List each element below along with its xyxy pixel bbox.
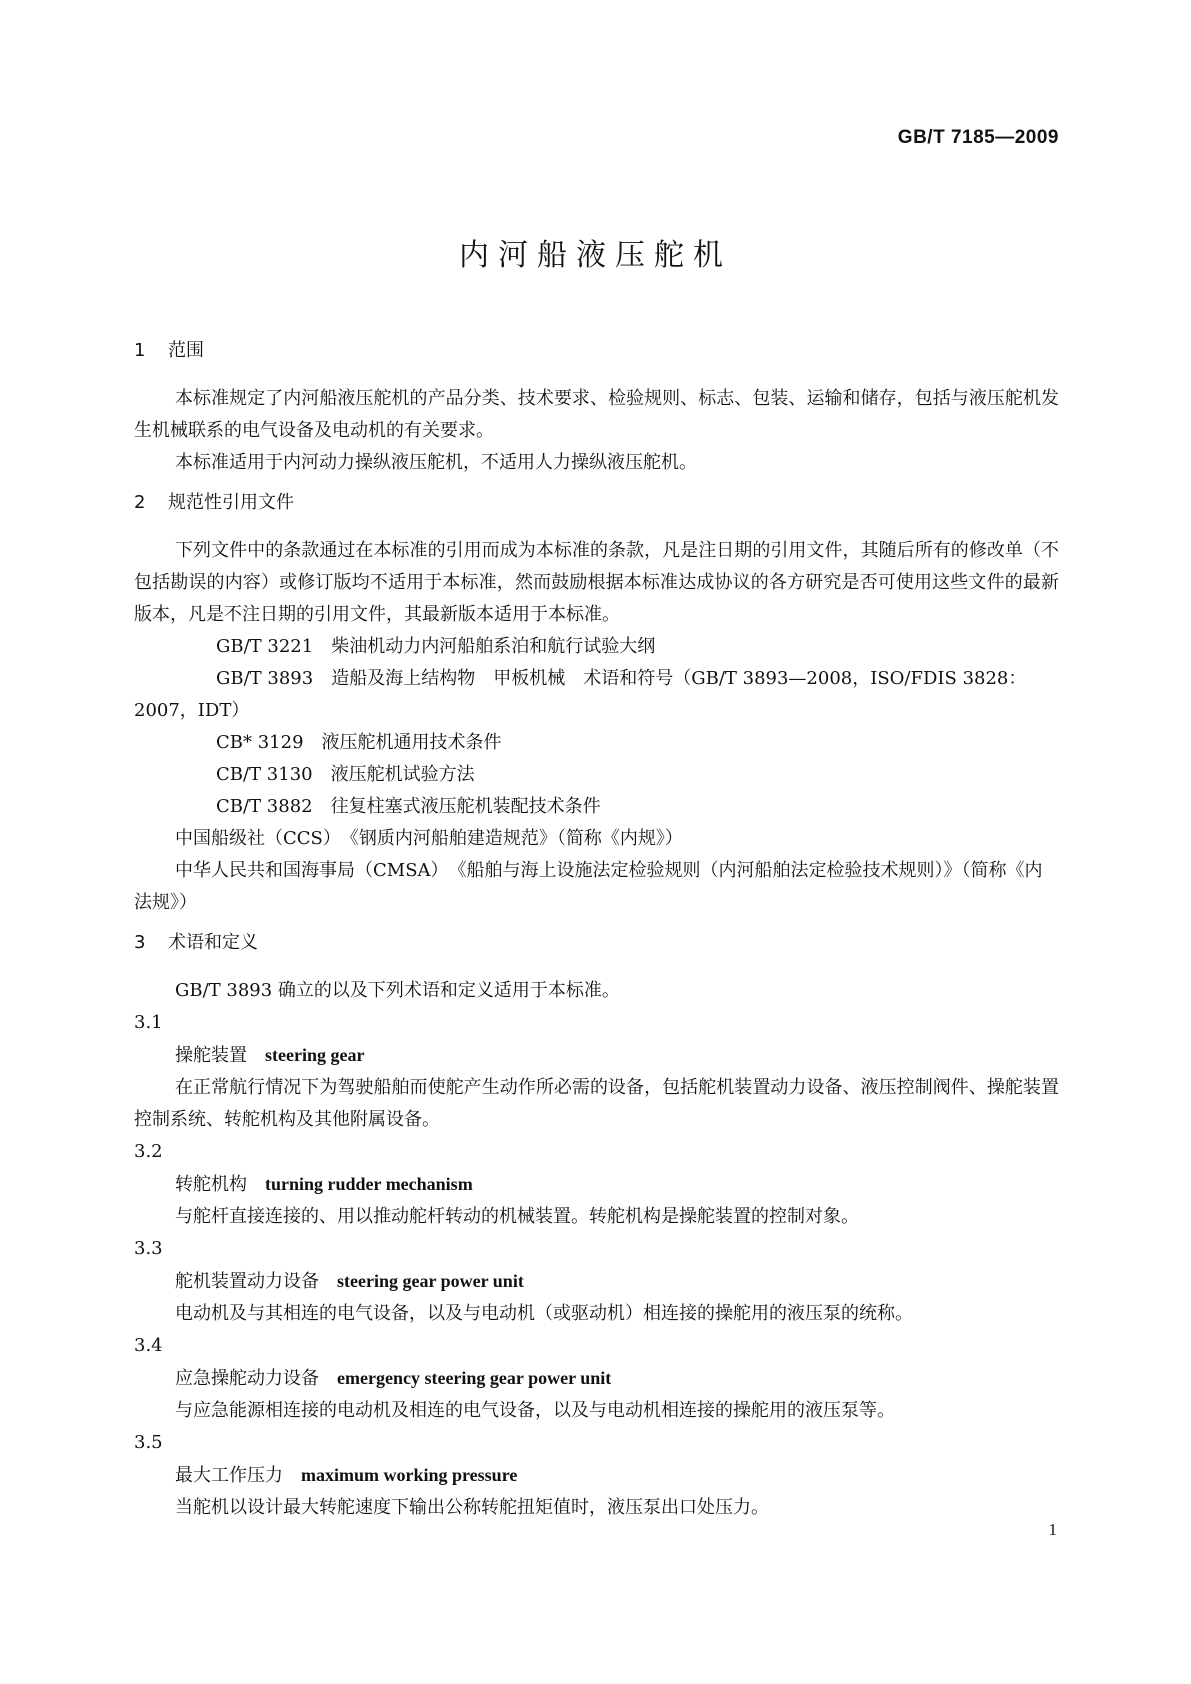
term-definition: 在正常航行情况下为驾驶船舶而使舵产生动作所必需的设备，包括舵机装置动力设备、液压控制阀件、操舵装置控制系统、转舵机构及其他附属设备。 [134, 1077, 1059, 1130]
paragraph: GB/T 3893 确立的以及下列术语和定义适用于本标准。 [175, 980, 620, 1001]
document-body [134, 337, 1059, 1524]
term-number: 3.4 [134, 1335, 163, 1356]
term-en: steering gear power unit [337, 1271, 524, 1291]
reference-title: 液压舵机通用技术条件 [321, 732, 502, 753]
section-1-heading [134, 337, 1059, 365]
standard-code: GB/T 7185—2009 [897, 127, 1059, 148]
reference-item [134, 823, 1059, 855]
reference-item [134, 791, 1059, 823]
reference-title: 造船及海上结构物 甲板机械 术语和符号（GB/T 3893—2008，ISO/FDIS 3828：2007，IDT） [134, 668, 1027, 721]
paragraph: 下列文件中的条款通过在本标准的引用而成为本标准的条款，凡是注日期的引用文件，其随后所有的修改单（不包括勘误的内容）或修订版均不适用于本标准，然而鼓励根据本标准达成协议的各方研究是否可使用这些文件的最新版本，凡是不注日期的引用文件，其最新版本适用于本标准。 [134, 540, 1059, 625]
term-cn: 操舵装置 [175, 1045, 247, 1066]
term-cn: 舵机装置动力设备 [175, 1271, 319, 1292]
paragraph: 本标准规定了内河船液压舵机的产品分类、技术要求、检验规则、标志、包装、运输和储存，包括与液压舵机发生机械联系的电气设备及电动机的有关要求。 [134, 388, 1059, 441]
reference-item [134, 855, 1059, 919]
reference-item [134, 727, 1059, 759]
section-number: 2 [134, 492, 146, 513]
term-definition: 与舵杆直接连接的、用以推动舵杆转动的机械装置。转舵机构是操舵装置的控制对象。 [175, 1206, 859, 1227]
section-number: 3 [134, 932, 146, 953]
term-definition: 电动机及与其相连的电气设备，以及与电动机（或驱动机）相连接的操舵用的液压泵的统称。 [175, 1303, 913, 1324]
term-number: 3.2 [134, 1141, 163, 1162]
reference-title: 《钢质内河船舶建造规范》（简称《内规》） [349, 828, 683, 849]
term-heading [134, 1039, 1059, 1072]
term-heading [134, 1459, 1059, 1492]
page-number: 1 [1048, 1520, 1057, 1539]
section-title: 范围 [168, 340, 204, 361]
term-number: 3.1 [134, 1012, 163, 1033]
reference-code: CB* 3129 [216, 732, 304, 753]
section-2-heading [134, 489, 1059, 517]
term-en: turning rudder mechanism [265, 1174, 473, 1194]
reference-code: GB/T 3221 [216, 636, 314, 657]
reference-title: 往复柱塞式液压舵机装配技术条件 [330, 796, 601, 817]
term-heading [134, 1265, 1059, 1298]
term-definition: 当舵机以设计最大转舵速度下输出公称转舵扭矩值时，液压泵出口处压力。 [175, 1497, 769, 1518]
section-title: 规范性引用文件 [168, 492, 294, 513]
reference-code: CB/T 3882 [216, 796, 313, 817]
reference-title: 《船舶与海上设施法定检验规则（内河船舶法定检验技术规则）》（简称《内法规》） [134, 860, 1043, 913]
reference-title: 柴油机动力内河船舶系泊和航行试验大纲 [331, 636, 656, 657]
reference-code: 中华人民共和国海事局（CMSA） [175, 860, 440, 881]
reference-item [134, 663, 1059, 727]
section-3-heading [134, 929, 1059, 957]
section-title: 术语和定义 [168, 932, 258, 953]
term-number: 3.5 [134, 1432, 163, 1453]
term-definition: 与应急能源相连接的电动机及相连的电气设备，以及与电动机相连接的操舵用的液压泵等。 [175, 1400, 895, 1421]
reference-code: CB/T 3130 [216, 764, 313, 785]
term-en: steering gear [265, 1045, 365, 1065]
reference-item [134, 631, 1059, 663]
reference-code: GB/T 3893 [216, 668, 314, 689]
term-cn: 最大工作压力 [175, 1465, 283, 1486]
paragraph: 本标准适用于内河动力操纵液压舵机，不适用人力操纵液压舵机。 [175, 452, 697, 473]
term-cn: 应急操舵动力设备 [175, 1368, 319, 1389]
term-en: maximum working pressure [301, 1465, 518, 1485]
reference-title: 液压舵机试验方法 [330, 764, 475, 785]
document-title: 内河船液压舵机 [459, 238, 732, 273]
term-cn: 转舵机构 [175, 1174, 247, 1195]
reference-item [134, 759, 1059, 791]
term-heading [134, 1362, 1059, 1395]
term-en: emergency steering gear power unit [337, 1368, 612, 1388]
term-heading [134, 1168, 1059, 1201]
term-number: 3.3 [134, 1238, 163, 1259]
reference-code: 中国船级社（CCS） [175, 828, 332, 849]
section-number: 1 [134, 340, 146, 361]
